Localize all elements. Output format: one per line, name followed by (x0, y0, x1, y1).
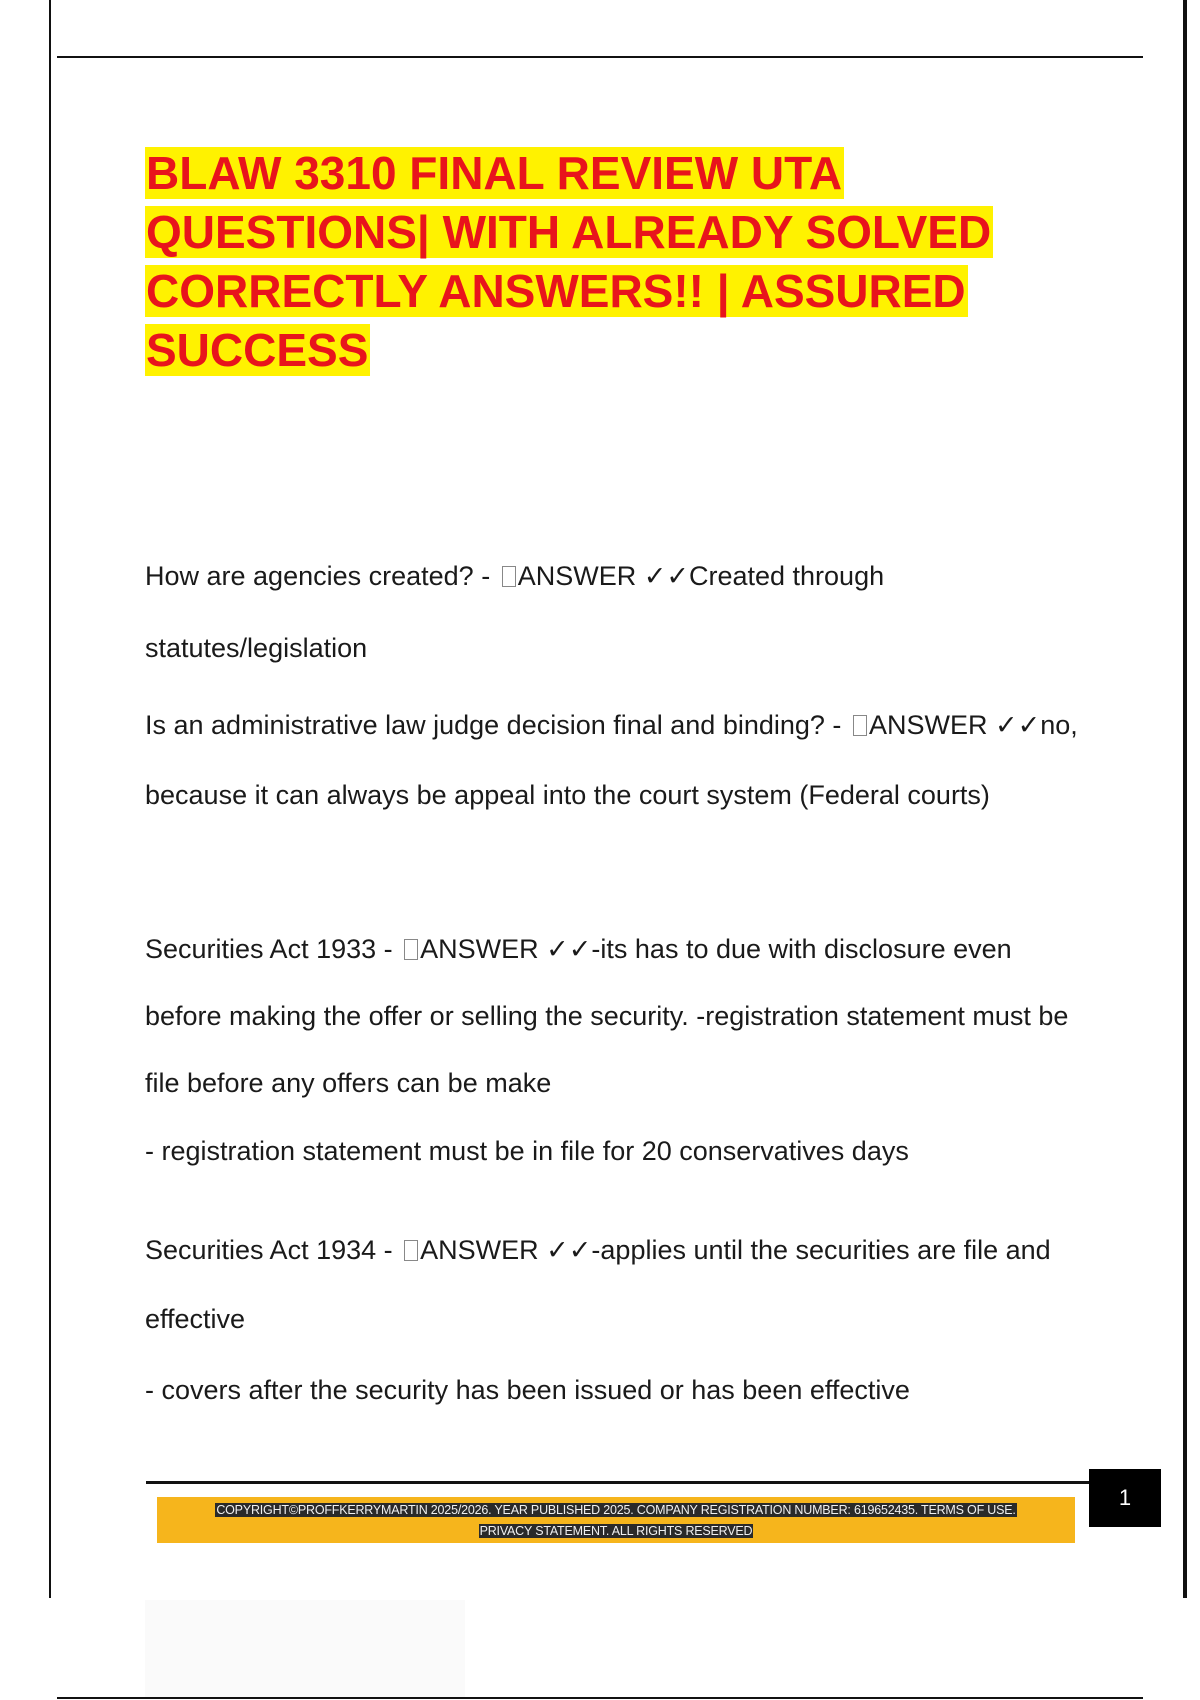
question-text: Is an administrative law judge decision final and binding? - (145, 710, 842, 740)
question-text: Securities Act 1933 - (145, 934, 393, 964)
footer-line-1: COPYRIGHT©PROFFKERRYMARTIN 2025/2026. YEAR PUBLISHED 2025. COMPANY REGISTRATION NUMBER: 619652435. TERMS OF USE. (216, 1503, 1016, 1517)
qa-entry-3-extra: - registration statement must be in file for 20 conservatives days (145, 1136, 909, 1166)
answer-text: Created through statutes/legislation (145, 561, 885, 663)
document-title (145, 144, 1085, 380)
answer-marker-icon (502, 566, 516, 587)
qa-entry-3 (145, 916, 1085, 1117)
answer-marker-icon (853, 715, 867, 736)
title-highlight: BLAW 3310 FINAL REVIEW UTA QUESTIONS| WITH ALREADY SOLVED CORRECTLY ANSWERS!! | ASSURED SUCCESS (146, 147, 992, 376)
answer-tag: ANSWER ✓✓ (517, 561, 689, 591)
answer-text: -its has to due with disclosure even before making the offer or selling the security. -registration statement must be file before any offers can be make (145, 934, 1069, 1098)
qa-entry-1 (145, 540, 1085, 684)
answer-tag: ANSWER ✓✓ (420, 1235, 592, 1265)
page-number: 1 (1089, 1469, 1161, 1527)
answer-tag: ANSWER ✓✓ (420, 934, 592, 964)
page-shadow (145, 1600, 465, 1697)
qa-entry-2 (145, 690, 1085, 830)
footer-rule (146, 1481, 1091, 1484)
page-border-left (49, 0, 51, 1598)
page-border-right (1183, 0, 1187, 1598)
next-page-rule (57, 1697, 1143, 1699)
footer-copyright (157, 1500, 1075, 1542)
footer-line-2: PRIVACY STATEMENT. ALL RIGHTS RESERVED (479, 1524, 753, 1538)
question-text: How are agencies created? - (145, 561, 491, 591)
header-rule (57, 56, 1143, 58)
answer-text: -applies until the securities are file and effective (145, 1235, 1051, 1334)
answer-marker-icon (404, 1240, 418, 1261)
answer-tag: ANSWER ✓✓ (868, 710, 1041, 740)
answer-text: no, because it can always be appeal into the court system (Federal courts) (145, 710, 1078, 810)
question-text: Securities Act 1934 - (145, 1235, 393, 1265)
answer-marker-icon (404, 939, 418, 960)
qa-entry-4-extra: - covers after the security has been issued or has been effective (145, 1375, 910, 1405)
qa-entry-4 (145, 1216, 1085, 1354)
